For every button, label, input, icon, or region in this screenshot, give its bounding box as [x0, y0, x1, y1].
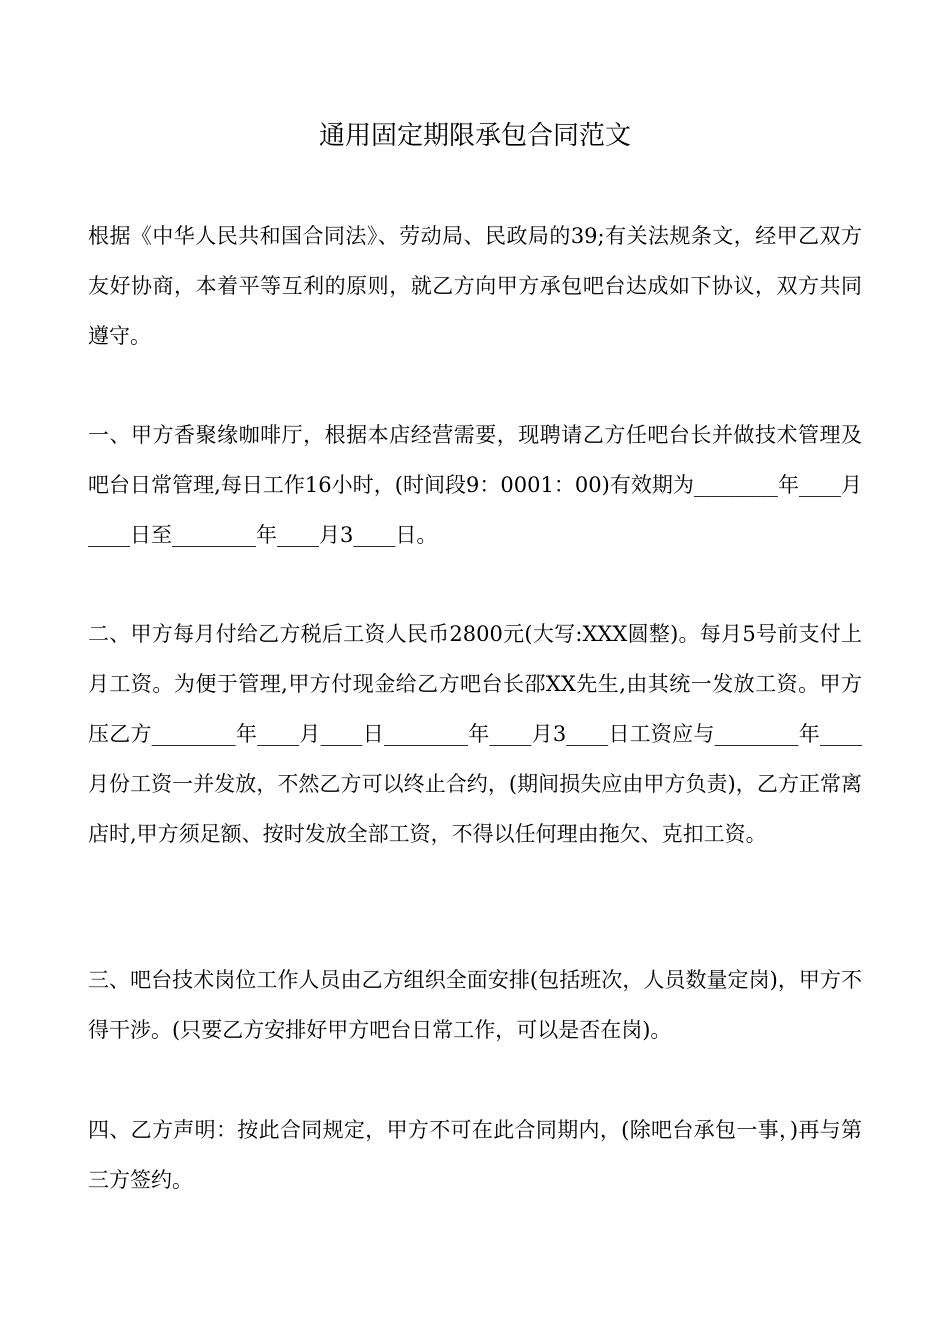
document-title: 通用固定期限承包合同范文: [318, 121, 631, 151]
clause-4-paragraph: 四、乙方声明：按此合同规定，甲方不可在此合同期内，(除吧台承包一事，)再与第三方签约。: [88, 1118, 862, 1192]
intro-paragraph: 根据《中华人民共和国合同法》、劳动局、民政局的39;有关法规条文，经甲乙双方友好协商，本着平等互利的原则，就乙方向甲方承包吧台达成如下协议，双方共同遵守。: [88, 224, 862, 348]
clause-3-paragraph: 三、吧台技术岗位工作人员由乙方组织全面安排(包括班次，人员数量定岗)，甲方不得干涉。(只要乙方安排好甲方吧台日常工作，可以是否在岗)。: [88, 968, 862, 1042]
clause-2-paragraph: 二、甲方每月付给乙方税后工资人民币2800元(大写:XXX圆整)。每月5号前支付上月工资。为便于管理,甲方付现金给乙方吧台长邵XX先生,由其统一发放工资。甲方压乙方________年____月____日________年____月3____日工资应与________年____月份工资一并发放，不然乙方可以终止合约，(期间损失应由甲方负责)，乙方正常离店时,甲方须足额、按时发放全部工资，不得以任何理由拖欠、克扣工资。: [88, 622, 862, 846]
clause-1-paragraph: 一、甲方香聚缘咖啡厅，根据本店经营需要，现聘请乙方任吧台长并做技术管理及吧台日常管理,每日工作16小时，(时间段9：0001：00)有效期为________年____月____日至________年____月3____日。: [88, 423, 862, 547]
